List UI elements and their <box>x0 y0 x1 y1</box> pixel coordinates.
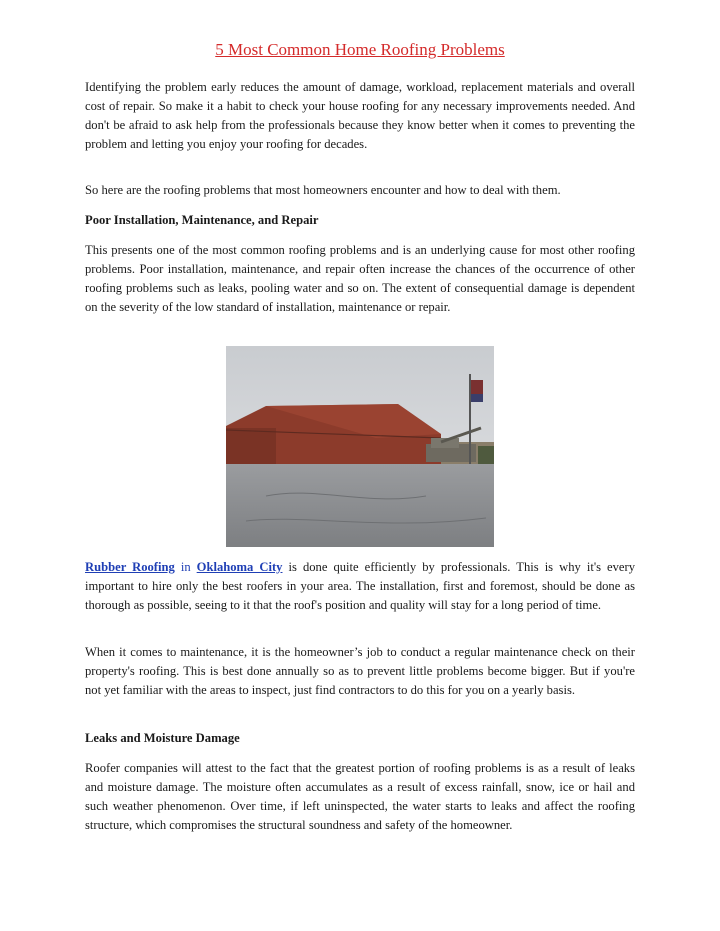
leaks-paragraph: Roofer companies will attest to the fact that the greatest portion of roofing problems is as a result of leaks and moisture damage. The moisture often accumulates as a result of excess rainfall, snow, ice or hail and such weather phenomenon. Over time, if left uninspected, the water starts to leaks and affect the roofing structure, which compromises the structural soundness and safety of the homeowner. <box>85 761 635 832</box>
section-heading-poor-installation: Poor Installation, Maintenance, and Repair <box>85 213 319 227</box>
rubber-roofing-paragraph <box>85 558 635 615</box>
rubber-roofing-link[interactable]: Rubber Roofing <box>85 560 175 574</box>
maintenance-paragraph: When it comes to maintenance, it is the homeowner’s job to conduct a regular maintenance check on their property's roofing. This is best done annually so as to prevent little problems become bigger. But if you're not yet familiar with the areas to inspect, just find contractors to do this for you on a yearly basis. <box>85 645 635 697</box>
oklahoma-city-link[interactable]: Oklahoma City <box>196 560 283 574</box>
building-photo <box>226 346 494 547</box>
poor-installation-paragraph: This presents one of the most common roofing problems and is an underlying cause for most other roofing problems. Poor installation, maintenance, and repair often increase the chances of the occurrence of other roofing problems such as leaks, pooling water and so on. The extent of consequential damage is dependent on the severity of the low standard of installation, maintenance or repair. <box>85 243 635 314</box>
rubber-roofing-text: is done quite efficiently by professionals. This is why it's every important to hire only the best roofers in your area. The installation, first and foremost, should be done as thorough as possible, seeing to it that the roof's position and quality will stay for a long period of time. <box>85 560 636 612</box>
link-connector: in <box>174 560 197 574</box>
transition-paragraph: So here are the roofing problems that most homeowners encounter and how to deal with them. <box>85 183 561 197</box>
intro-paragraph: Identifying the problem early reduces the amount of damage, workload, replacement materials and overall cost of repair. So make it a habit to check your house roofing for any necessary improvements needed. And don't be afraid to ask help from the professionals because they know better when it comes to preventing the problem and letting you enjoy your roofing for decades. <box>85 80 635 151</box>
section-heading-leaks: Leaks and Moisture Damage <box>85 731 240 745</box>
document-title: 5 Most Common Home Roofing Problems <box>215 40 505 59</box>
